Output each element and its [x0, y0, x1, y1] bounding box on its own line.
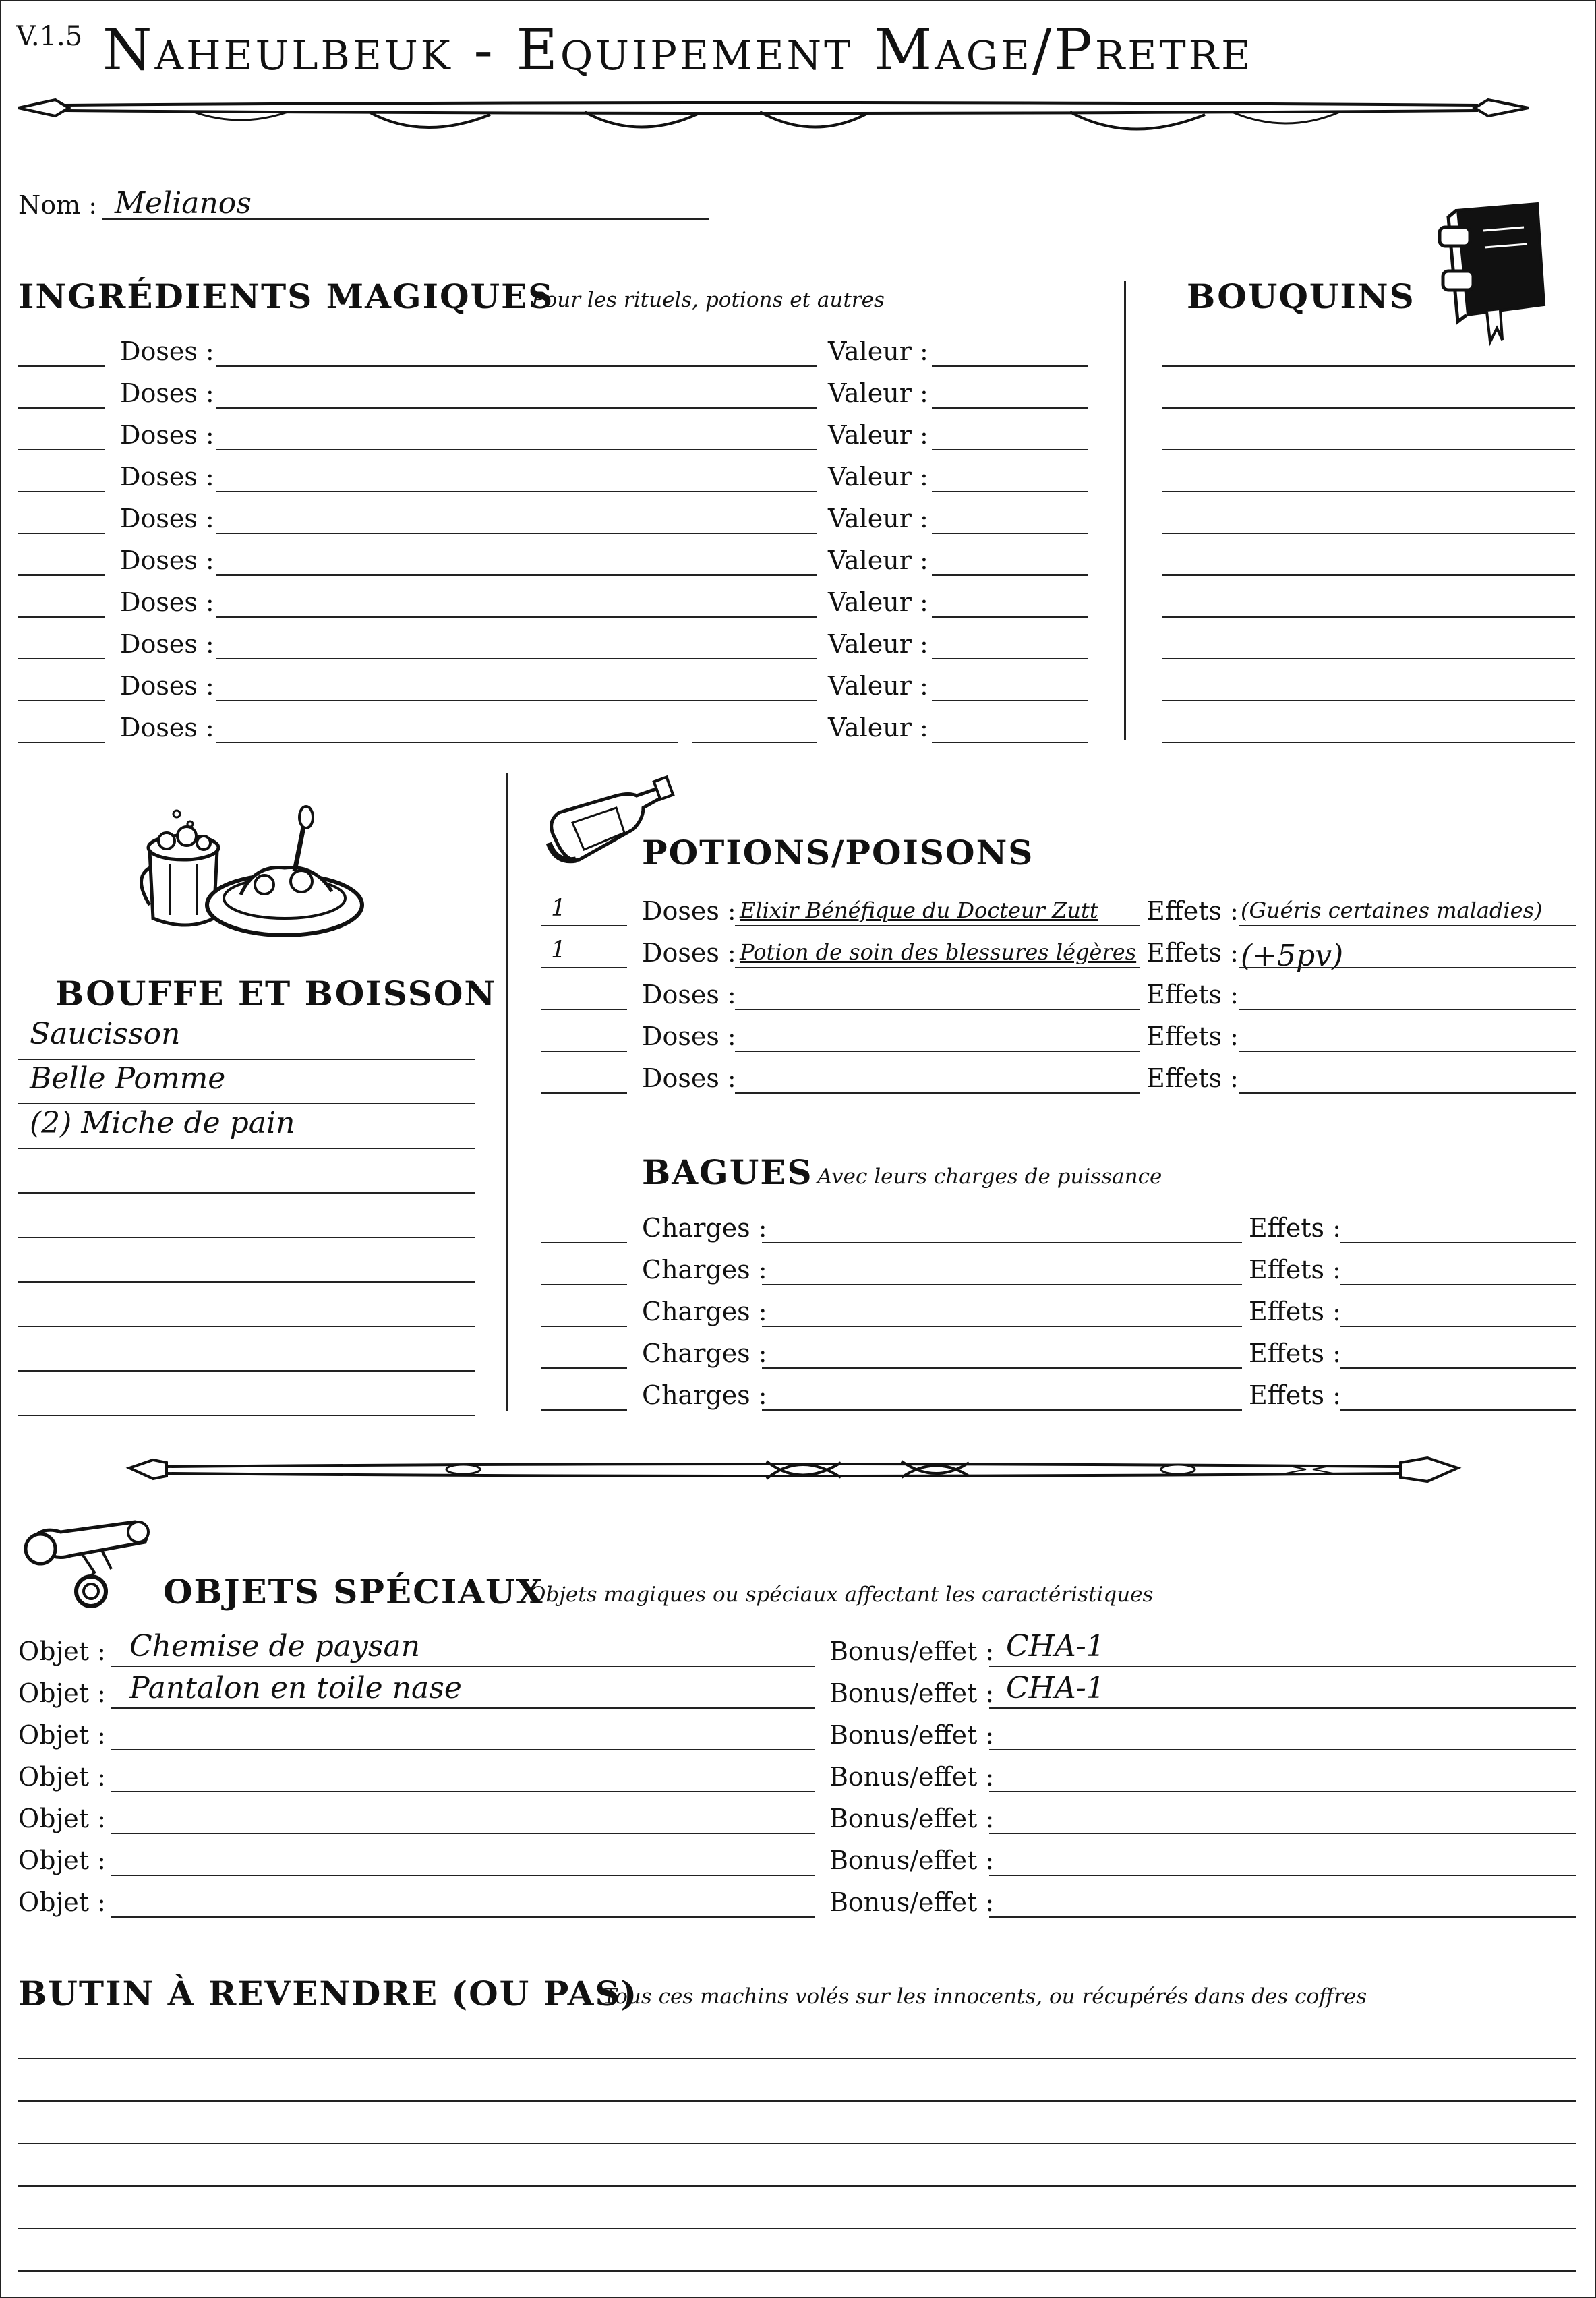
charges-label: Charges :: [642, 1297, 767, 1326]
bague-charges-field: [762, 1326, 1242, 1327]
potion-doses-label: Doses :: [642, 1022, 736, 1051]
bonus-label: Bonus/effet :: [829, 1887, 995, 1917]
ingredient-name-field: [216, 658, 817, 659]
nom-underline: [102, 218, 709, 220]
doses-label: Doses :: [120, 587, 214, 617]
objets-title: OBJETS SPÉCIAUX: [163, 1572, 544, 1612]
version-label: V.1.5: [16, 21, 83, 52]
objet-bonus[interactable]: CHA-1: [1006, 1629, 1105, 1663]
scroll-ring-icon: [20, 1512, 155, 1613]
bouquin-field: [1162, 407, 1575, 409]
bouffe-item[interactable]: (2) Miche de pain: [30, 1106, 295, 1140]
potion-effets-label: Effets :: [1146, 938, 1239, 968]
potion-effect-field: [1239, 1092, 1576, 1094]
objet-bonus-field: [989, 1666, 1576, 1667]
potion-doses-label: Doses :: [642, 896, 736, 926]
food-tray-icon: [140, 804, 369, 945]
bague-qty-field: [541, 1367, 627, 1369]
potion-effect-field: [1239, 967, 1576, 968]
potion-qty-field: [541, 925, 627, 926]
page-title: Naheulbeuk - Equipement Mage/Pretre: [102, 17, 1253, 83]
bouffe-underline: [18, 1192, 475, 1194]
objet-label: Objet :: [18, 1762, 106, 1792]
objet-name-field: [111, 1875, 815, 1876]
doses-label: Doses :: [120, 420, 214, 450]
butin-field: [18, 2058, 1576, 2059]
objet-label: Objet :: [18, 1804, 106, 1833]
objet-label: Objet :: [18, 1678, 106, 1708]
ingredient-name-field: [216, 533, 817, 534]
ingredient-value-field: [932, 533, 1088, 534]
potion-name-field: [735, 925, 1140, 926]
bonus-label: Bonus/effet :: [829, 1637, 995, 1666]
objet-name[interactable]: Chemise de paysan: [129, 1629, 421, 1663]
objet-label: Objet :: [18, 1887, 106, 1917]
objet-label: Objet :: [18, 1720, 106, 1750]
doses-label: Doses :: [120, 336, 214, 366]
bague-charges-field: [762, 1409, 1242, 1411]
bouquin-field: [1162, 449, 1575, 450]
bouffe-underline: [18, 1103, 475, 1104]
ingredient-name-field: [216, 616, 817, 618]
bague-effets-label: Effets :: [1249, 1255, 1341, 1285]
objet-label: Objet :: [18, 1846, 106, 1875]
potion-qty-field: [541, 1092, 627, 1094]
valeur-label: Valeur :: [828, 587, 928, 617]
bagues-subtitle: Avec leurs charges de puissance: [817, 1165, 1162, 1189]
bague-charges-field: [762, 1242, 1242, 1243]
potion-qty[interactable]: 1: [551, 937, 566, 964]
ingredient-value-field: [932, 407, 1088, 409]
doses-label: Doses :: [120, 713, 214, 742]
ingredient-value-field: [932, 700, 1088, 701]
bague-effets-label: Effets :: [1249, 1213, 1341, 1243]
charges-label: Charges :: [642, 1213, 767, 1243]
objet-bonus-field: [989, 1875, 1576, 1876]
potion-effect-field: [1239, 1051, 1576, 1052]
potion-name-field: [735, 1092, 1140, 1094]
valeur-label: Valeur :: [828, 546, 928, 575]
butin-field: [18, 2270, 1576, 2272]
objet-name-field: [111, 1749, 815, 1750]
ingredient-qty-field: [18, 616, 105, 618]
butin-subtitle: Tous ces machins volés sur les innocents, ou récupérés dans des coffres: [603, 1984, 1367, 2009]
bague-effect-field: [1340, 1409, 1576, 1411]
doses-label: Doses :: [120, 629, 214, 659]
ingredient-qty-field: [18, 365, 105, 367]
bague-effect-field: [1340, 1367, 1576, 1369]
bouquin-field: [1162, 658, 1575, 659]
ingredient-name-field: [216, 365, 817, 367]
potion-qty-field: [541, 967, 627, 968]
butin-field: [18, 2228, 1576, 2229]
bouquin-field: [1162, 574, 1575, 576]
bague-qty-field: [541, 1409, 627, 1411]
bouquin-field: [1162, 365, 1575, 367]
bouffe-underline: [18, 1237, 475, 1238]
objet-name-field: [111, 1916, 815, 1918]
book-icon: [1436, 197, 1551, 345]
objet-name-field: [111, 1791, 815, 1792]
ingredient-qty-field: [18, 533, 105, 534]
bague-effect-field: [1340, 1284, 1576, 1285]
bonus-label: Bonus/effet :: [829, 1678, 995, 1708]
bouffe-underline: [18, 1281, 475, 1283]
bouffe-underline: [18, 1370, 475, 1372]
ingredient-value-field: [932, 742, 1088, 743]
potion-name[interactable]: Potion de soin des blessures légères: [740, 939, 1137, 965]
ingredient-qty-field: [18, 700, 105, 701]
potion-doses-label: Doses :: [642, 1063, 736, 1093]
bouffe-underline: [18, 1326, 475, 1327]
ingredient-value-field: [932, 574, 1088, 576]
bouquin-field: [1162, 491, 1575, 492]
potion-qty[interactable]: 1: [551, 895, 566, 922]
bouquins-title: BOUQUINS: [1187, 276, 1415, 316]
bouquin-field: [1162, 742, 1575, 743]
potion-effets-label: Effets :: [1146, 896, 1239, 926]
ingredient-qty-field: [18, 742, 105, 743]
bouquin-field: [1162, 700, 1575, 701]
objet-label: Objet :: [18, 1637, 106, 1666]
potion-doses-label: Doses :: [642, 938, 736, 968]
valeur-label: Valeur :: [828, 420, 928, 450]
potion-effect[interactable]: (Guéris certaines maladies): [1241, 897, 1543, 923]
valeur-label: Valeur :: [828, 713, 928, 742]
ingredient-qty-field: [18, 658, 105, 659]
objet-bonus-field: [989, 1707, 1576, 1709]
butin-field: [18, 2185, 1576, 2187]
objet-bonus-field: [989, 1749, 1576, 1750]
potion-effets-label: Effets :: [1146, 980, 1239, 1009]
potion-name[interactable]: Elixir Bénéfique du Docteur Zutt: [740, 897, 1098, 923]
charges-label: Charges :: [642, 1338, 767, 1368]
ingredient-name-field: [216, 491, 817, 492]
ingredients-title: INGRÉDIENTS MAGIQUES: [18, 276, 554, 316]
ingredient-value-field: [932, 365, 1088, 367]
ingredient-name-field: [216, 742, 678, 743]
bouffe-item[interactable]: Saucisson: [30, 1017, 181, 1051]
charges-label: Charges :: [642, 1380, 767, 1410]
ingredient-qty-field: [18, 407, 105, 409]
doses-label: Doses :: [120, 378, 214, 408]
objet-bonus[interactable]: CHA-1: [1006, 1671, 1105, 1705]
doses-label: Doses :: [120, 462, 214, 492]
potion-effets-label: Effets :: [1146, 1022, 1239, 1051]
doses-label: Doses :: [120, 504, 214, 533]
bonus-label: Bonus/effet :: [829, 1804, 995, 1833]
potion-effets-label: Effets :: [1146, 1063, 1239, 1093]
ingredient-name-field: [216, 449, 817, 450]
bouffe-underline: [18, 1415, 475, 1416]
bague-effect-field: [1340, 1326, 1576, 1327]
charges-label: Charges :: [642, 1255, 767, 1285]
bouffe-underline: [18, 1148, 475, 1149]
potion-effect-field: [1239, 1009, 1576, 1010]
bonus-label: Bonus/effet :: [829, 1762, 995, 1792]
bague-qty-field: [541, 1242, 627, 1243]
bonus-label: Bonus/effet :: [829, 1846, 995, 1875]
potion-qty-field: [541, 1009, 627, 1010]
bague-qty-field: [541, 1326, 627, 1327]
potion-effect[interactable]: (+5pv): [1241, 939, 1344, 973]
bagues-title: BAGUES: [642, 1152, 813, 1192]
bouffe-underline: [18, 1059, 475, 1060]
potion-effect-field: [1239, 925, 1576, 926]
valeur-label: Valeur :: [828, 629, 928, 659]
doses-label: Doses :: [120, 546, 214, 575]
bague-charges-field: [762, 1284, 1242, 1285]
nom-value[interactable]: Melianos: [115, 186, 252, 220]
column-divider-right: [1124, 281, 1126, 740]
bouffe-title: BOUFFE ET BOISSON: [55, 974, 497, 1013]
potion-name-field: [735, 1009, 1140, 1010]
doses-label: Doses :: [120, 671, 214, 701]
ingredient-name-field: [216, 700, 817, 701]
bague-effect-field: [1340, 1242, 1576, 1243]
ingredient-name-field-extra: [692, 742, 817, 743]
bague-effets-label: Effets :: [1249, 1380, 1341, 1410]
bonus-label: Bonus/effet :: [829, 1720, 995, 1750]
valeur-label: Valeur :: [828, 336, 928, 366]
potion-qty-field: [541, 1051, 627, 1052]
ingredient-qty-field: [18, 491, 105, 492]
objet-bonus-field: [989, 1916, 1576, 1918]
bague-effets-label: Effets :: [1249, 1338, 1341, 1368]
bague-charges-field: [762, 1367, 1242, 1369]
bague-qty-field: [541, 1284, 627, 1285]
objet-name[interactable]: Pantalon en toile nase: [129, 1671, 462, 1705]
objet-name-field: [111, 1666, 815, 1667]
bouquin-field: [1162, 616, 1575, 618]
objet-name-field: [111, 1833, 815, 1834]
ingredient-value-field: [932, 449, 1088, 450]
ingredient-name-field: [216, 407, 817, 409]
ingredient-qty-field: [18, 449, 105, 450]
butin-field: [18, 2143, 1576, 2144]
potions-title: POTIONS/POISONS: [642, 833, 1034, 873]
objets-subtitle: Objets magiques ou spéciaux affectant les caractéristiques: [529, 1583, 1154, 1607]
valeur-label: Valeur :: [828, 378, 928, 408]
column-divider-middle: [506, 773, 508, 1411]
staff-divider: [126, 1448, 1461, 1495]
valeur-label: Valeur :: [828, 504, 928, 533]
nom-label: Nom :: [18, 190, 98, 220]
bouquin-field: [1162, 533, 1575, 534]
bague-effets-label: Effets :: [1249, 1297, 1341, 1326]
objet-name-field: [111, 1707, 815, 1709]
potion-name-field: [735, 967, 1140, 968]
sword-divider: [18, 88, 1529, 148]
ingredient-name-field: [216, 574, 817, 576]
objet-bonus-field: [989, 1791, 1576, 1792]
ingredients-subtitle: Pour les rituels, potions et autres: [531, 288, 885, 312]
ingredient-qty-field: [18, 574, 105, 576]
ingredient-value-field: [932, 491, 1088, 492]
ingredient-value-field: [932, 616, 1088, 618]
potion-doses-label: Doses :: [642, 980, 736, 1009]
butin-title: BUTIN À REVENDRE (OU PAS): [18, 1974, 639, 2013]
valeur-label: Valeur :: [828, 671, 928, 701]
potion-name-field: [735, 1051, 1140, 1052]
butin-field: [18, 2100, 1576, 2102]
bouffe-item[interactable]: Belle Pomme: [30, 1061, 226, 1096]
valeur-label: Valeur :: [828, 462, 928, 492]
objet-bonus-field: [989, 1833, 1576, 1834]
ingredient-value-field: [932, 658, 1088, 659]
